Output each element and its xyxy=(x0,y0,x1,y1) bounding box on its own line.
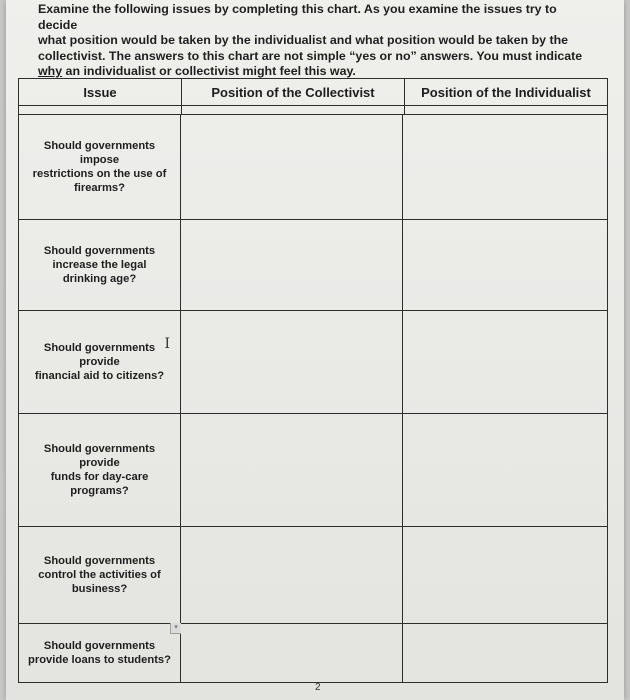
table-row xyxy=(19,624,607,682)
collectivist-answer-cell[interactable] xyxy=(181,220,403,310)
individualist-answer-cell[interactable] xyxy=(403,624,607,682)
table-row xyxy=(19,527,607,624)
issue-cell xyxy=(19,311,181,413)
collectivist-answer-field[interactable] xyxy=(181,414,406,530)
table-row xyxy=(19,414,607,527)
issue-text: Should governments increase the legal drinking age? xyxy=(43,245,156,285)
issue-text: Should governments impose restrictions on the use of firearms? xyxy=(32,140,167,194)
table-spacer-row xyxy=(19,106,607,115)
individualist-answer-field[interactable] xyxy=(403,311,611,417)
issue-text: Should governments provide financial aid to citizens? xyxy=(34,342,165,382)
issue-cell xyxy=(19,115,181,219)
collectivist-answer-cell[interactable] xyxy=(181,414,403,526)
individualist-answer-field[interactable] xyxy=(403,527,611,627)
individualist-answer-field[interactable] xyxy=(403,624,611,686)
issue-text: Should governments control the activities of business? xyxy=(38,555,161,595)
individualist-answer-field[interactable] xyxy=(403,115,611,223)
issue-cell xyxy=(19,220,181,310)
issue-cell xyxy=(19,527,181,623)
table-row xyxy=(19,311,607,414)
collectivist-answer-field[interactable] xyxy=(181,115,406,223)
individualist-answer-cell[interactable] xyxy=(403,414,607,526)
table-row xyxy=(19,115,607,220)
table-header-row xyxy=(19,79,607,106)
collectivist-answer-field[interactable] xyxy=(181,220,406,314)
issues-chart-table xyxy=(18,78,608,683)
dropdown-arrow-icon[interactable]: ▾ xyxy=(170,623,181,634)
individualist-answer-field[interactable] xyxy=(403,414,611,530)
individualist-answer-cell[interactable] xyxy=(403,527,607,623)
instructions-text: Examine the following issues by completing this chart. As you examine the issues try to decide what position would be taken by the individualist and what position would be taken by the collectivist. The answers to this chart are not simple “yes or no” answers. You must indicate why an individualist or collectivist might feel this way. xyxy=(38,2,583,78)
header-collectivist: Position of the Collectivist xyxy=(182,79,405,105)
individualist-answer-cell[interactable] xyxy=(403,311,607,413)
header-individualist: Position of the Individualist xyxy=(421,84,591,100)
worksheet-page xyxy=(6,0,624,700)
collectivist-answer-cell[interactable] xyxy=(181,311,403,413)
individualist-answer-cell[interactable] xyxy=(403,220,607,310)
individualist-answer-cell[interactable] xyxy=(403,115,607,219)
issue-cell xyxy=(19,414,181,526)
issue-text: Should governments provide funds for day-care programs? xyxy=(43,443,156,497)
collectivist-answer-cell[interactable] xyxy=(181,527,403,623)
collectivist-answer-field[interactable] xyxy=(181,624,406,686)
collectivist-answer-field[interactable] xyxy=(181,311,406,417)
individualist-answer-field[interactable] xyxy=(403,220,611,314)
header-issue: Issue xyxy=(19,79,182,105)
collectivist-answer-field[interactable] xyxy=(181,527,406,627)
table-row xyxy=(19,220,607,311)
collectivist-answer-cell[interactable] xyxy=(181,624,403,682)
text-cursor-icon: I xyxy=(164,336,170,352)
page-number: 2 xyxy=(315,682,321,693)
issue-cell xyxy=(19,624,181,682)
issue-text: Should governments provide loans to students? xyxy=(28,640,171,666)
why-underlined: why xyxy=(38,64,63,78)
collectivist-answer-cell[interactable] xyxy=(181,115,403,219)
